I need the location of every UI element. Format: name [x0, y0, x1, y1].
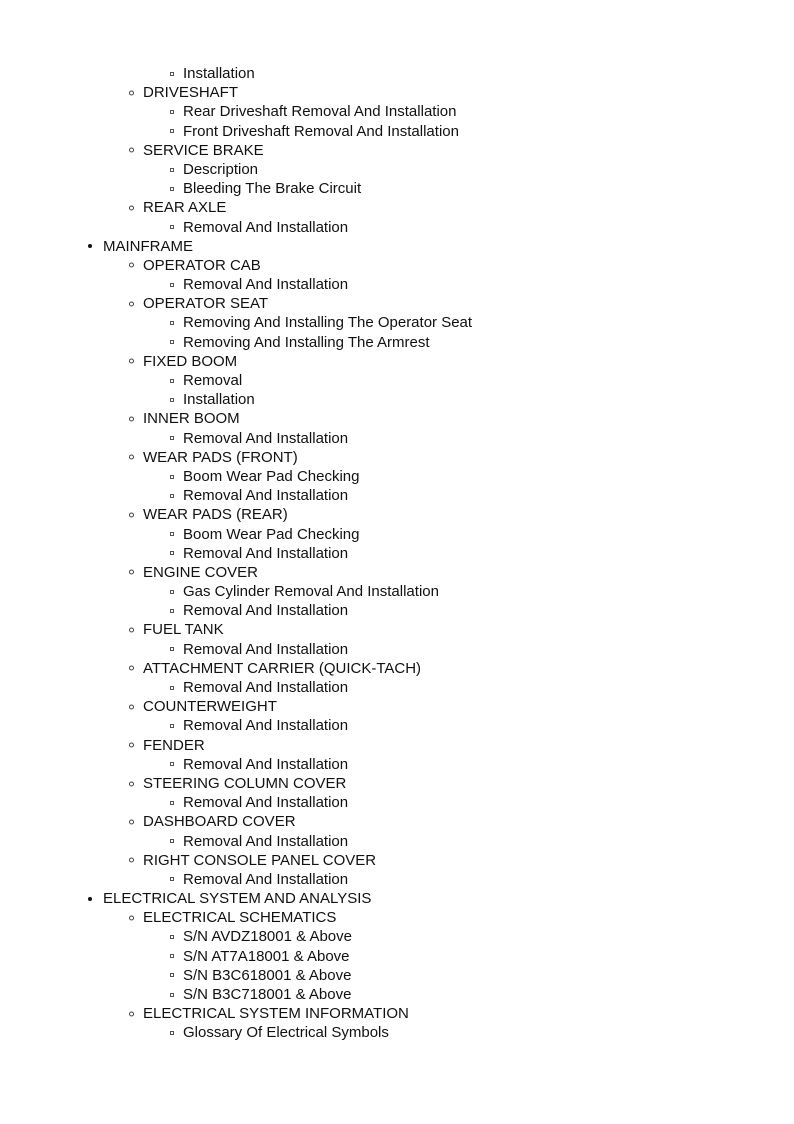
square-bullet-icon	[170, 935, 174, 939]
circle-bullet-icon	[129, 781, 134, 786]
circle-bullet-icon	[129, 301, 134, 306]
outline-item-text: Installation	[183, 391, 255, 409]
table-of-contents	[0, 64, 794, 1043]
outline-item-text: Installation	[183, 65, 255, 82]
outline-item-level-3	[0, 333, 794, 352]
circle-bullet-icon	[129, 359, 134, 364]
outline-item-level-3	[0, 793, 794, 812]
outline-item-level-3	[0, 313, 794, 332]
outline-item-text: S/N AVDZ18001 & Above	[183, 928, 352, 946]
square-bullet-icon	[170, 321, 174, 325]
square-bullet-icon	[170, 72, 174, 76]
outline-item-text: OPERATOR CAB	[143, 256, 261, 274]
outline-item-text: Glossary Of Electrical Symbols	[183, 1024, 389, 1042]
outline-item-level-3	[0, 64, 794, 83]
outline-item-level-2	[0, 851, 794, 870]
outline-item-text: RIGHT CONSOLE PANEL COVER	[143, 851, 377, 869]
outline-item-text: Removal And Installation	[183, 717, 349, 735]
square-bullet-icon	[170, 379, 174, 383]
outline-item-text: Removal And Installation	[183, 679, 349, 696]
outline-item-level-2	[0, 505, 794, 524]
circle-bullet-icon	[129, 570, 134, 575]
outline-item-level-3	[0, 275, 794, 294]
square-bullet-icon	[170, 110, 174, 114]
outline-item-text: Removal And Installation	[183, 602, 349, 620]
outline-item-level-1	[0, 237, 794, 256]
outline-item-text: Removing And Installing The Armrest	[183, 333, 430, 351]
outline-item-level-3	[0, 678, 794, 697]
circle-bullet-icon	[129, 512, 134, 517]
circle-bullet-icon	[129, 743, 134, 748]
square-bullet-icon	[170, 724, 174, 728]
outline-item-level-2	[0, 812, 794, 831]
square-bullet-icon	[170, 839, 174, 843]
outline-item-text: Removing And Installing The Operator Seat	[183, 314, 473, 332]
square-bullet-icon	[170, 532, 174, 536]
circle-bullet-icon	[129, 90, 134, 95]
square-bullet-icon	[170, 954, 174, 958]
square-bullet-icon	[170, 398, 174, 402]
square-bullet-icon	[170, 609, 174, 613]
square-bullet-icon	[170, 436, 174, 440]
outline-item-level-2	[0, 448, 794, 467]
outline-item-text: Bleeding The Brake Circuit	[183, 180, 362, 198]
outline-item-text: Removal	[183, 372, 243, 389]
outline-item-level-2	[0, 774, 794, 793]
outline-item-level-3	[0, 102, 794, 121]
outline-item-text: DASHBOARD COVER	[143, 813, 296, 831]
outline-item-text: Front Driveshaft Removal And Installation	[183, 122, 459, 140]
circle-bullet-icon	[129, 819, 134, 824]
outline-item-text: Removal And Installation	[183, 544, 349, 562]
outline-item-text: OPERATOR SEAT	[143, 295, 269, 313]
outline-item-level-3	[0, 755, 794, 774]
outline-item-text: Boom Wear Pad Checking	[183, 467, 360, 485]
outline-item-level-3	[0, 582, 794, 601]
outline-item-level-3	[0, 947, 794, 966]
square-bullet-icon	[170, 283, 174, 287]
outline-item-level-2	[0, 352, 794, 371]
outline-item-level-2	[0, 659, 794, 678]
circle-bullet-icon	[129, 915, 134, 920]
outline-item-text: ATTACHMENT CARRIER (QUICK-TACH)	[143, 659, 422, 677]
outline-item-text: S/N AT7A18001 & Above	[183, 947, 350, 965]
outline-item-level-3	[0, 525, 794, 544]
outline-item-level-3	[0, 218, 794, 237]
outline-item-text: DRIVESHAFT	[143, 84, 239, 102]
outline-item-level-2	[0, 141, 794, 160]
square-bullet-icon	[170, 647, 174, 651]
square-bullet-icon	[170, 973, 174, 977]
disc-bullet-icon	[88, 244, 92, 248]
outline-item-level-3	[0, 179, 794, 198]
outline-item-level-3	[0, 870, 794, 889]
circle-bullet-icon	[129, 666, 134, 671]
outline-item-level-2	[0, 198, 794, 217]
outline-item-text: ENGINE COVER	[143, 563, 259, 581]
outline-item-level-3	[0, 371, 794, 390]
outline-item-level-2	[0, 563, 794, 582]
outline-item-level-3	[0, 429, 794, 448]
square-bullet-icon	[170, 877, 174, 881]
square-bullet-icon	[170, 340, 174, 344]
square-bullet-icon	[170, 801, 174, 805]
outline-item-level-3	[0, 640, 794, 659]
circle-bullet-icon	[129, 148, 134, 153]
outline-item-level-2	[0, 409, 794, 428]
outline-item-level-3	[0, 544, 794, 563]
circle-bullet-icon	[129, 704, 134, 709]
outline-item-text: Removal And Installation	[183, 276, 349, 294]
outline-item-text: Removal And Installation	[183, 755, 349, 773]
outline-item-level-2	[0, 1004, 794, 1023]
disc-bullet-icon	[88, 897, 92, 901]
outline-item-level-2	[0, 697, 794, 716]
outline-item-level-3	[0, 122, 794, 141]
outline-item-text: SERVICE BRAKE	[143, 141, 264, 159]
outline-item-text: COUNTERWEIGHT	[143, 698, 277, 716]
outline-item-level-2	[0, 294, 794, 313]
circle-bullet-icon	[129, 416, 134, 421]
outline-item-level-1	[0, 889, 794, 908]
outline-item-text: Removal And Installation	[183, 832, 349, 850]
outline-item-text: REAR AXLE	[143, 199, 227, 217]
outline-item-text: Removal And Installation	[183, 640, 349, 658]
circle-bullet-icon	[129, 628, 134, 633]
circle-bullet-icon	[129, 205, 134, 210]
square-bullet-icon	[170, 475, 174, 479]
square-bullet-icon	[170, 187, 174, 191]
outline-item-text: FIXED BOOM	[143, 352, 238, 370]
outline-item-level-3	[0, 601, 794, 620]
outline-item-level-2	[0, 736, 794, 755]
square-bullet-icon	[170, 551, 174, 555]
outline-item-level-3	[0, 467, 794, 486]
outline-item-level-2	[0, 256, 794, 275]
outline-item-level-3	[0, 985, 794, 1004]
outline-item-text: Removal And Installation	[183, 429, 349, 447]
outline-item-text: ELECTRICAL SYSTEM AND ANALYSIS	[103, 890, 372, 908]
outline-item-level-3	[0, 160, 794, 179]
circle-bullet-icon	[129, 1011, 134, 1016]
outline-item-text: INNER BOOM	[143, 410, 240, 428]
outline-item-text: FENDER	[143, 736, 205, 754]
outline-item-text: MAINFRAME	[103, 237, 193, 255]
circle-bullet-icon	[129, 858, 134, 863]
outline-item-text: Boom Wear Pad Checking	[183, 525, 360, 543]
circle-bullet-icon	[129, 455, 134, 460]
outline-item-text: Removal And Installation	[183, 218, 349, 236]
circle-bullet-icon	[129, 263, 134, 268]
outline-item-text: FUEL TANK	[143, 621, 224, 639]
outline-item-text: WEAR PADS (REAR)	[143, 506, 288, 524]
outline-item-text: S/N B3C618001 & Above	[183, 966, 352, 984]
outline-item-level-3	[0, 927, 794, 946]
square-bullet-icon	[170, 1031, 174, 1035]
square-bullet-icon	[170, 762, 174, 766]
outline-item-level-3	[0, 486, 794, 505]
outline-item-level-2	[0, 908, 794, 927]
outline-item-text: WEAR PADS (FRONT)	[143, 448, 298, 466]
outline-item-text: Gas Cylinder Removal And Installation	[183, 583, 439, 601]
outline-item-level-3	[0, 966, 794, 985]
outline-item-text: Rear Driveshaft Removal And Installation	[183, 103, 457, 121]
square-bullet-icon	[170, 225, 174, 229]
outline-item-level-3	[0, 1023, 794, 1042]
square-bullet-icon	[170, 686, 174, 690]
square-bullet-icon	[170, 494, 174, 498]
square-bullet-icon	[170, 993, 174, 997]
outline-item-text: Description	[183, 160, 259, 178]
square-bullet-icon	[170, 590, 174, 594]
outline-item-text: Removal And Installation	[183, 487, 349, 505]
outline-item-level-3	[0, 832, 794, 851]
outline-item-text: ELECTRICAL SYSTEM INFORMATION	[143, 1005, 409, 1023]
square-bullet-icon	[170, 168, 174, 172]
outline-item-text: ELECTRICAL SCHEMATICS	[143, 909, 337, 927]
outline-item-level-2	[0, 83, 794, 102]
outline-item-text: S/N B3C718001 & Above	[183, 986, 352, 1003]
outline-item-level-3	[0, 716, 794, 735]
outline-item-text: Removal And Installation	[183, 870, 349, 888]
outline-item-text: STEERING COLUMN COVER	[143, 774, 347, 792]
outline-item-level-3	[0, 390, 794, 409]
outline-item-text: Removal And Installation	[183, 794, 349, 812]
square-bullet-icon	[170, 129, 174, 133]
outline-item-level-2	[0, 620, 794, 639]
